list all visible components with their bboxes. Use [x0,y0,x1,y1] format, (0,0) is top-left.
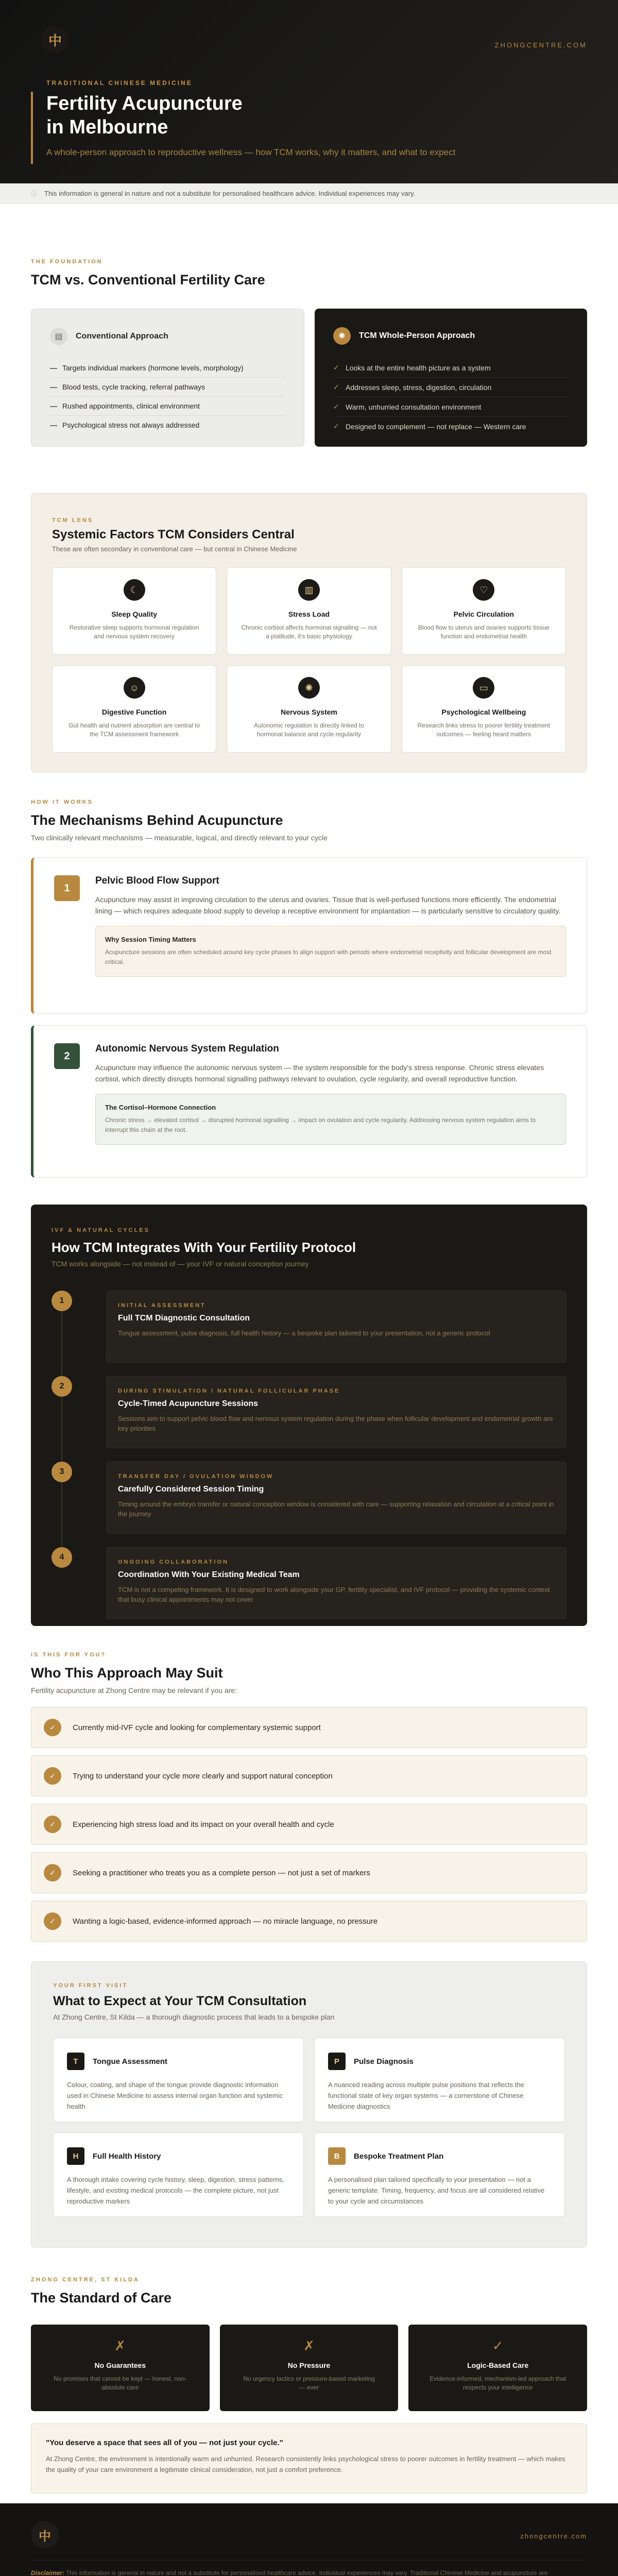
conventional-card [31,309,304,447]
timeline-step: 1 INITIAL ASSESSMENT Full TCM Diagnostic Consultation Tongue assessment, pulse diagnosis, full health history — a bespoke plan tailored to your presentation, not a generic protocol [52,1291,566,1376]
step-number: 4 [52,1547,72,1568]
hero-subtitle: A whole-person approach to reproductive wellness — how TCM works, why it matters, and what to expect [46,147,456,157]
standard-card: ✗ No Guarantees No promises that cannot be kept — honest, non-absolute care [31,2325,210,2411]
clipboard-icon: ▤ [50,328,67,345]
section-title: The Standard of Care [31,2290,172,2306]
card-title: TCM Whole-Person Approach [359,331,475,340]
foundation-section [0,259,618,447]
section-kicker: THE FOUNDATION [31,259,103,265]
divider [31,2560,587,2561]
section-kicker: IS THIS FOR YOU? [31,1652,107,1658]
disclaimer-label: Disclaimer: [31,2569,64,2576]
standard-card: ✗ No Pressure No urgency tactics or pressure-based marketing — ever [220,2325,399,2411]
standard-card: ✓ Logic-Based Care Evidence-informed, mechanism-led approach that respects your intelligence [408,2325,587,2411]
factor-card: ☾ Sleep Quality Restorative sleep supports hormonal regulation and nervous system recovery [52,567,216,655]
timeline-step: 4 ONGOING COLLABORATION Coordination With Your Existing Medical Team TCM is not a competing framework. It is designed to work alongside your GP, fertility specialist, and IVF protocol — providing the systemic context that busy clinical appointments may not cover [52,1547,566,1633]
list-item: ✓ Wanting a logic-based, evidence-informed approach — no miracle language, no pressure [31,1901,587,1942]
step-number: 1 [52,1291,72,1311]
step-number: 2 [52,1376,72,1397]
consult-card: H Full Health History A thorough intake covering cycle history, sleep, digestion, stress patterns, lifestyle, and existing medical protocols — the complete picture, not just reproductive markers [53,2132,304,2217]
footer-logo[interactable]: 中 [31,2521,59,2549]
cross-icon: ✗ [303,2338,315,2353]
page-title [46,92,355,139]
mechanism-title: Pelvic Blood Flow Support [95,875,219,886]
info-box: The Cortisol–Hormone Connection Chronic stress → elevated cortisol → disrupted hormonal signalling → impact on ovulation and cycle regularity. Addressing nervous system regulation aims to interrupt this chain at the root. [95,1094,566,1145]
section-title: How TCM Integrates With Your Fertility Protocol [52,1240,356,1255]
factor-card: ☺ Digestive Function Gut health and nutrient absorption are central to the TCM assessment framework [52,665,216,753]
quote-title: "You deserve a space that sees all of you — not just your cycle." [46,2438,283,2447]
check-icon: ✓ [44,1816,61,1833]
step-number: 1 [54,875,80,901]
section-title: TCM vs. Conventional Fertility Care [31,272,265,287]
list-item: — Targets individual markers (hormone levels, morphology) [50,359,285,378]
info-icon: ⓘ [31,190,38,197]
section-title: What to Expect at Your TCM Consultation [53,1994,307,2008]
check-icon: ✓ [44,1719,61,1736]
footer [0,2503,618,2576]
notice-bar [0,183,618,204]
chart-icon: ▥ [298,579,320,601]
factor-card: ▭ Psychological Wellbeing Research links stress to poorer fertility treatment outcomes — feeling heard matters [402,665,566,753]
consult-card: B Bespoke Treatment Plan A personalised plan tailored specifically to your presentation — not a generic template. Timing, frequency, and focus are all considered relative to your cycle and circumstances [314,2132,565,2217]
info-box: Why Session Timing Matters Acupuncture sessions are often scheduled around key cycle phases to align support with periods where endometrial receptivity and follicular development are most critical. [95,926,566,977]
timeline [52,1291,566,1633]
section-title: Systemic Factors TCM Considers Central [52,528,295,541]
letter-badge: B [328,2147,346,2165]
sun-icon: ✺ [298,677,320,699]
quote-body: At Zhong Centre, the environment is intentionally warm and unhurried. Research consistently links psychological stress to poorer outcomes in fertility treatment — which makes the quality of your care environment a legitimate clinical consideration, not just a comfort preference. [46,2455,565,2473]
factor-card: ▥ Stress Load Chronic cortisol affects hormonal signalling — not a platitude, it's basic physiology [227,567,391,655]
title-line-1: Fertility Acupuncture [46,93,243,114]
section-kicker: IVF & NATURAL CYCLES [52,1227,150,1233]
cross-icon: ✗ [114,2338,126,2353]
disclaimer [31,2568,587,2576]
mechanism-card [31,857,587,1014]
section-lead: Fertility acupuncture at Zhong Centre may be relevant if you are: [31,1686,237,1694]
list-item: ✓ Warm, unhurried consultation environment [333,397,569,417]
notice-text: This information is general in nature and not a substitute for personalised healthcare advice. Individual experiences may vary. [44,190,416,197]
section-title: Who This Approach May Suit [31,1665,223,1681]
check-icon: ✓ [44,1864,61,1882]
list-item: ✓ Addresses sleep, stress, digestion, circulation [333,378,569,397]
step-number: 2 [54,1043,80,1069]
heart-icon: ♡ [473,579,494,601]
check-icon: ✓ [44,1912,61,1930]
logo[interactable]: 中 [41,26,69,54]
hero [0,0,618,183]
letter-badge: P [328,2053,346,2070]
list-item: — Psychological stress not always addressed [50,421,200,429]
list-item: — Blood tests, cycle tracking, referral pathways [50,378,285,397]
protocol-section [0,1205,618,1626]
standard-section [0,2277,618,2503]
footer-site-link[interactable]: zhongcentre.com [520,2532,587,2540]
hero-kicker: TRADITIONAL CHINESE MEDICINE [46,79,193,87]
sun-icon: ✺ [333,327,351,345]
moon-icon: ☾ [124,579,145,601]
mechanism-body: Acupuncture may assist in improving circulation to the uterus and ovaries. Tissue that is well-perfused functions more efficiently. The endometrial lining — which requires adequate blood supply to develop a receptive environment for implantation — is particularly sensitive to circulatory quality. [95,895,561,915]
consult-panel [31,1961,587,2248]
section-kicker: ZHONG CENTRE, ST KILDA [31,2277,140,2283]
smile-icon: ☺ [124,677,145,699]
hero-accent-bar [31,92,33,164]
chat-icon: ▭ [473,677,494,699]
mechanism-body: Acupuncture may influence the autonomic nervous system — the system responsible for the body's stress response. Chronic stress elevates cortisol, which directly disrupts hormonal signalling pathways relevant to ovulation, cycle regularity, and overall reproductive function. [95,1063,544,1083]
title-line-2: in Melbourne [46,116,168,138]
lens-section [0,493,618,772]
list-item: ✓ Designed to complement — not replace — Western care [333,422,526,431]
disclaimer-text: This information is general in nature and not a substitute for personalised healthcare advice. Individual experiences may vary. Traditional Chinese Medicine and acupuncture are [65,2569,548,2576]
consult-card: T Tongue Assessment Colour, coating, and shape of the tongue provide diagnostic information used in Chinese Medicine to assess internal organ function and systemic health [53,2038,304,2122]
protocol-panel [31,1205,587,1626]
section-lead: Two clinically relevant mechanisms — measurable, logical, and directly relevant to your cycle [31,834,328,842]
suit-section [0,1652,618,1942]
section-lead: These are often secondary in conventional care — but central in Chinese Medicine [52,545,297,553]
consult-section [0,1961,618,2248]
mechanism-card [31,1025,587,1178]
section-lead: At Zhong Centre, St Kilda — a thorough diagnostic process that leads to a bespoke plan [53,2013,335,2021]
section-title: The Mechanisms Behind Acupuncture [31,812,283,828]
mechanism-title: Autonomic Nervous System Regulation [95,1043,279,1054]
list-item: ✓ Seeking a practitioner who treats you as a complete person — not just a set of markers [31,1852,587,1893]
timeline-step: 3 TRANSFER DAY / OVULATION WINDOW Carefully Considered Session Timing Timing around the embryo transfer or natural conception window is considered with care — supporting relaxation and circulation at a critical point in the journey [52,1462,566,1547]
card-title: Conventional Approach [76,332,168,341]
step-number: 3 [52,1462,72,1482]
list-item: ✓ Currently mid-IVF cycle and looking for complementary systemic support [31,1707,587,1748]
list-item: — Rushed appointments, clinical environment [50,397,285,416]
site-link[interactable]: ZHONGCENTRE.COM [494,41,587,49]
list-item: ✓ Experiencing high stress load and its impact on your overall health and cycle [31,1804,587,1845]
section-kicker: TCM LENS [52,517,94,523]
quote-box [31,2424,587,2494]
consult-card: P Pulse Diagnosis A nuanced reading across multiple pulse positions that reflects the functional state of key organ systems — a cornerstone of Chinese Medicine diagnostics [314,2038,565,2122]
tcm-card [315,309,587,447]
section-kicker: YOUR FIRST VISIT [53,1982,128,1989]
letter-badge: T [67,2053,84,2070]
letter-badge: H [67,2147,84,2165]
section-kicker: HOW IT WORKS [31,799,93,805]
factor-card: ✺ Nervous System Autonomic regulation is directly linked to hormonal balance and cycle regularity [227,665,391,753]
list-item: ✓ Looks at the entire health picture as a system [333,358,569,378]
check-icon: ✓ [44,1767,61,1785]
timeline-step: 2 DURING STIMULATION / NATURAL FOLLICULAR PHASE Cycle-Timed Acupuncture Sessions Sessions aim to support pelvic blood flow and nervous system regulation during the phase when follicular development and endometrial growth are key priorities [52,1376,566,1462]
mechanisms-section [0,799,618,1178]
lens-panel [31,493,587,772]
check-icon: ✓ [492,2338,504,2353]
factor-card: ♡ Pelvic Circulation Blood flow to uterus and ovaries supports tissue function and endometrial health [402,567,566,655]
section-lead: TCM works alongside — not instead of — your IVF or natural conception journey [52,1260,309,1268]
list-item: ✓ Trying to understand your cycle more clearly and support natural conception [31,1755,587,1797]
